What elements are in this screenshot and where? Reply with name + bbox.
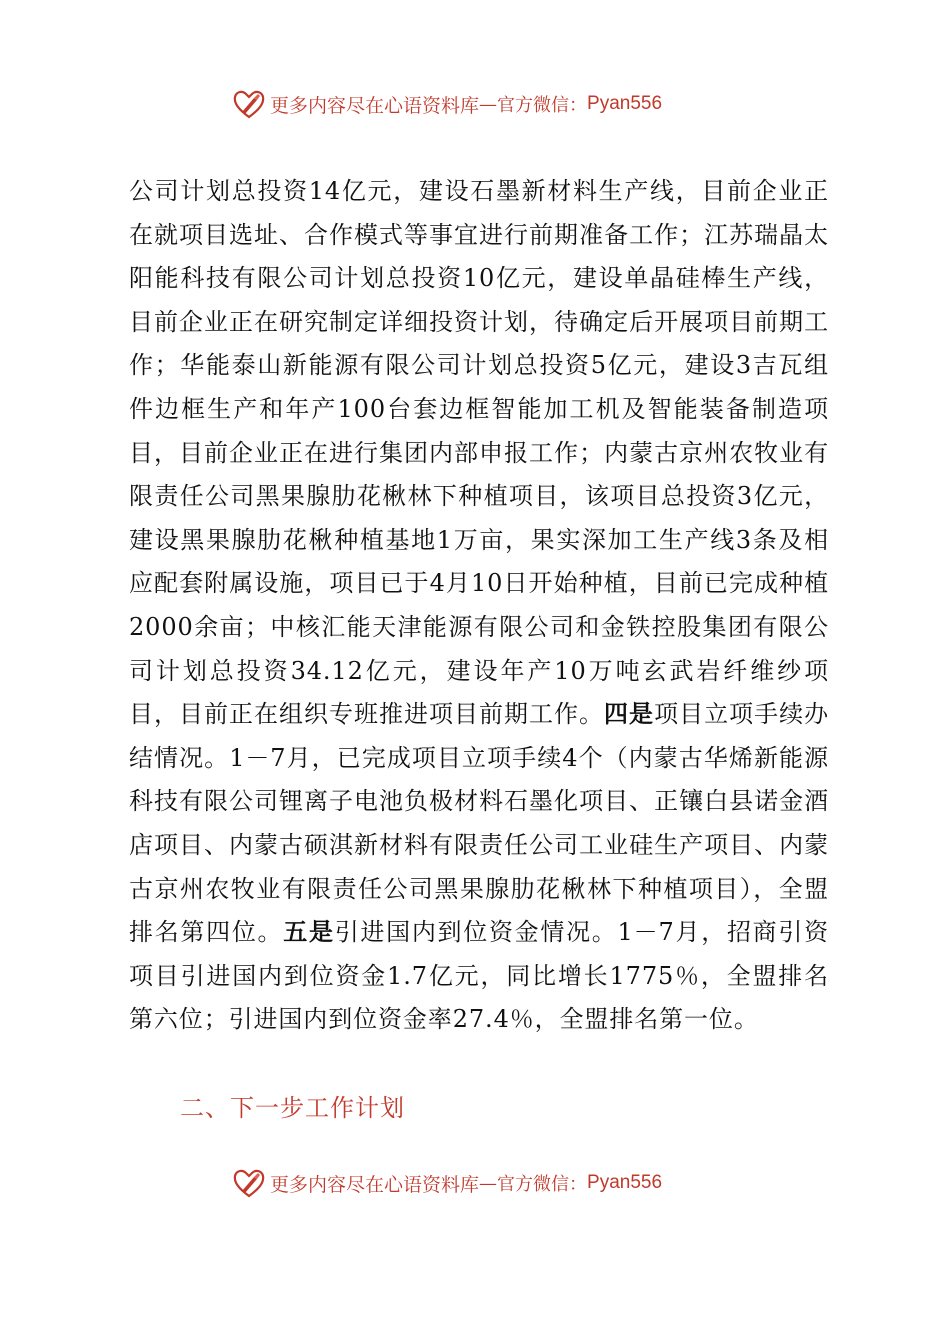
bold-marker-five: 五是 — [283, 918, 335, 947]
paragraph-part-1: 公司计划总投资14亿元，建设石墨新材料生产线，目前企业正在就项目选址、合作模式等事宜进行前期准备工作；江苏瑞晶太阳能科技有限公司计划总投资10亿元，建设单晶硅棒生产线，目前企业正在研究制定详细投资计划，待确定后开展项目前期工作；华能泰山新能源有限公司计划总投资5亿元，建设3吉瓦组件边框生产和年产100台套边框智能加工机及智能装备制造项目，目前企业正在进行集团内部申报工作；内蒙古京州农牧业有限责任公司黑果腺肋花楸林下种植项目，该项目总投资3亿元，建设黑果腺肋花楸种植基地1万亩，果实深加工生产线3条及相应配套附属设施，项目已于4月10日开始种植，目前已完成种植2000余亩；中核汇能天津能源有限公司和金铁控股集团有限公司计划总投资34.12亿元，建设年产10万吨玄武岩纤维纱项目，目前正在组织专班推进项目前期工作。 — [129, 177, 829, 729]
paragraph-part-2: 项目立项手续办结情况。1－7月，已完成项目立项手续4个（内蒙古华烯新能源科技有限公司锂离子电池负极材料石墨化项目、正镶白县诺金酒店项目、内蒙古硕淇新材料有限责任公司工业硅生产项目、内蒙古京州农牧业有限责任公司黑果腺肋花楸林下种植项目），全盟排名第四位。 — [129, 700, 829, 947]
header-watermark-banner — [232, 86, 662, 122]
bold-marker-four: 四是 — [604, 700, 655, 729]
banner-dash: — — [479, 1172, 498, 1194]
body-paragraph — [129, 170, 829, 1042]
footer-watermark-banner — [232, 1165, 662, 1201]
banner-title: 更多内容尽在心语资料库 — [270, 94, 480, 117]
banner-wechat-label: 官方微信： — [497, 95, 588, 116]
heart-pen-logo-icon — [232, 1166, 266, 1200]
paragraph-part-3: 引进国内到位资金情况。1－7月，招商引资项目引进国内到位资金1.7亿元，同比增长1775％，全盟排名第六位；引进国内到位资金率27.4％，全盟排名第一位。 — [129, 918, 829, 1034]
banner-dash: — — [479, 93, 498, 115]
heart-pen-logo-icon — [232, 87, 266, 121]
section-heading: 二、下一步工作计划 — [180, 1094, 405, 1122]
banner-title: 更多内容尽在心语资料库 — [270, 1173, 480, 1196]
banner-wechat-id: Pyan556 — [587, 93, 663, 114]
banner-wechat-id: Pyan556 — [587, 1172, 663, 1193]
banner-wechat-label: 官方微信： — [497, 1174, 588, 1195]
